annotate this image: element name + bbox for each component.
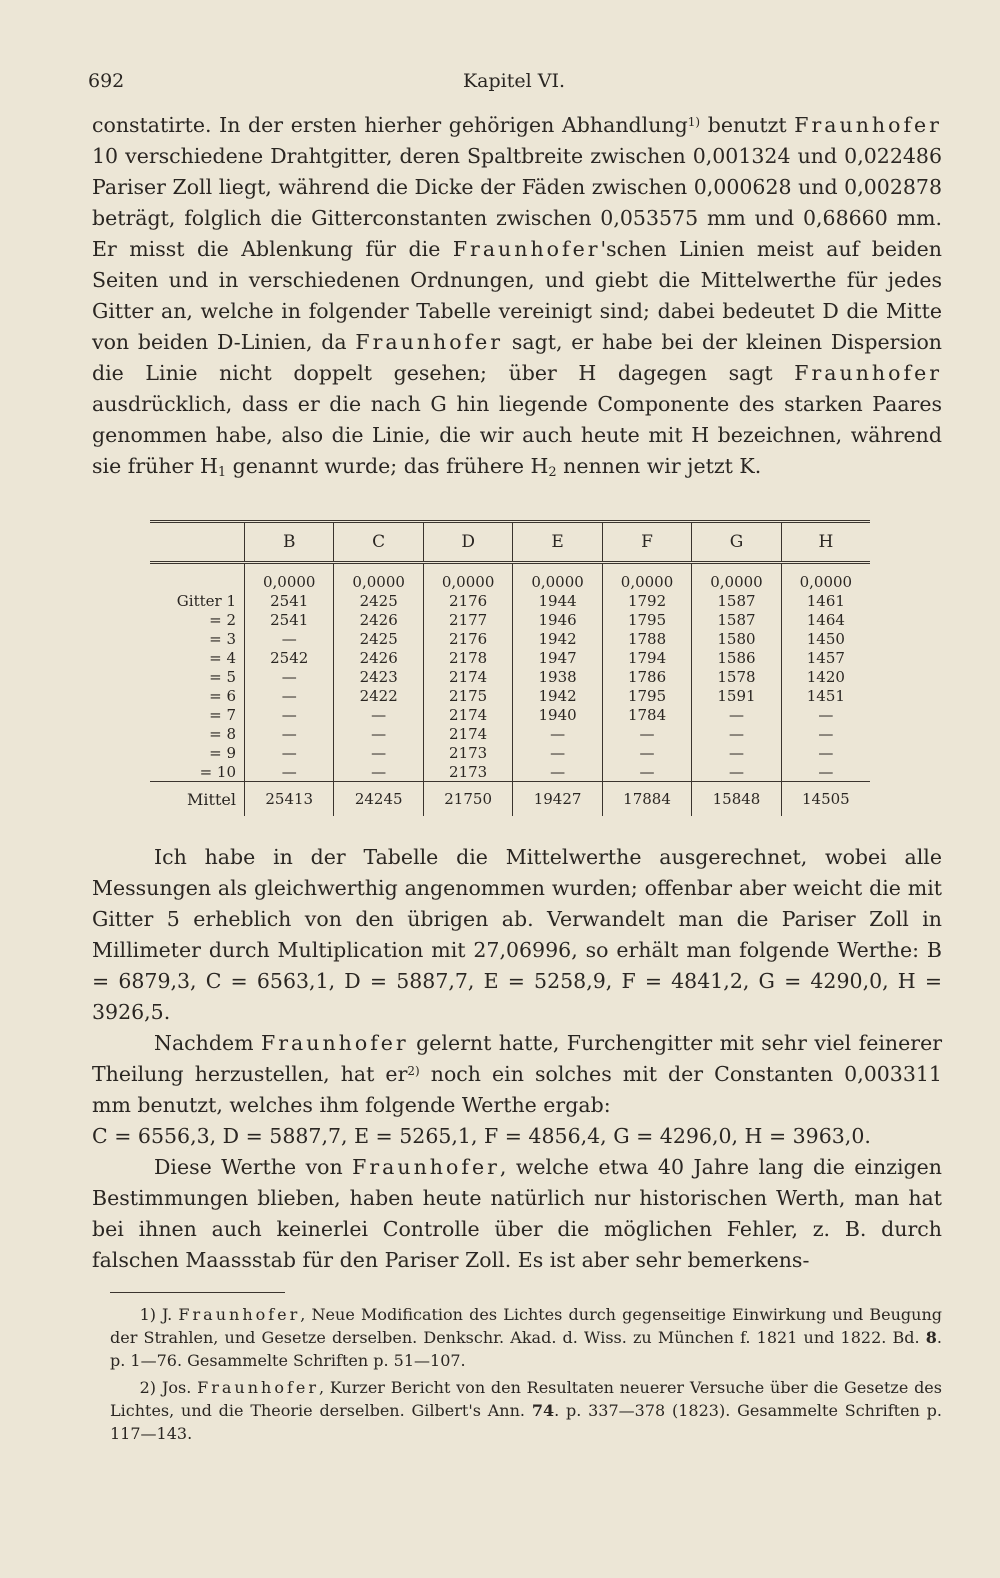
mean-cell: 21750	[423, 782, 512, 817]
text-run: J.	[162, 1305, 179, 1324]
row-label: Gitter 1	[176, 591, 236, 610]
page-header	[88, 70, 940, 100]
row-label: = 5	[209, 667, 236, 686]
column-header: B	[245, 522, 334, 563]
row-label: = 6	[209, 686, 236, 705]
table-cell: 1795	[602, 686, 691, 705]
table-cell: 0,0000	[513, 563, 602, 592]
table-cell: —	[334, 705, 423, 724]
table-cell: —	[334, 743, 423, 762]
table-cell: 2425	[334, 629, 423, 648]
paragraph	[92, 1028, 942, 1121]
row-label: = 2	[209, 610, 236, 629]
intro-paragraph	[92, 110, 942, 482]
table-cell: 1464	[781, 610, 870, 629]
table-row	[150, 648, 870, 667]
table-cell: 0,0000	[781, 563, 870, 592]
table-cell: 0,0000	[602, 563, 691, 592]
text-run: , welche etwa 40 Jahre lang die einzigen Bestimmungen blieben, haben heute natürlich nur historischen Werth, man hat bei ihnen auch keinerlei Controlle über die möglichen Fehler, z. B. durch falschen Maassstab für den Pariser Zoll. Es ist aber sehr bemerkens-	[92, 1155, 942, 1272]
row-header-cell	[150, 522, 245, 563]
table-row	[150, 667, 870, 686]
table-cell: —	[692, 724, 781, 743]
table-cell: 2178	[423, 648, 512, 667]
table-cell: —	[602, 724, 691, 743]
values-line: C = 6556,3, D = 5887,7, E = 5265,1, F = 4856,4, G = 4296,0, H = 3963,0.	[92, 1124, 871, 1148]
table-cell: —	[245, 667, 334, 686]
row-label: = 10	[199, 762, 236, 781]
table-cell: 1942	[513, 629, 602, 648]
table-cell: 2426	[334, 610, 423, 629]
table-cell: 1944	[513, 591, 602, 610]
data-table	[150, 520, 870, 816]
table-cell: —	[781, 743, 870, 762]
table-cell: 0,0000	[334, 563, 423, 592]
footnote-mark: 1)	[139, 1305, 156, 1324]
table-cell: 1451	[781, 686, 870, 705]
table-cell: —	[602, 743, 691, 762]
table-cell: 1942	[513, 686, 602, 705]
table-cell: 1795	[602, 610, 691, 629]
table-cell: 1461	[781, 591, 870, 610]
mean-label: Mittel	[150, 782, 245, 817]
footnote-2	[110, 1376, 942, 1445]
table-cell: —	[245, 762, 334, 782]
table-row	[150, 563, 870, 592]
author-name: Fraunhofer	[452, 237, 601, 261]
table-cell: 2174	[423, 724, 512, 743]
mean-cell: 25413	[245, 782, 334, 817]
text-run: Diese Werthe von	[154, 1155, 353, 1179]
table-cell: 2174	[423, 705, 512, 724]
table-cell: 1784	[602, 705, 691, 724]
table-cell: 2425	[334, 591, 423, 610]
table-cell: —	[513, 743, 602, 762]
table-cell: 1794	[602, 648, 691, 667]
author-name: Fraunhofer	[197, 1378, 319, 1397]
table-cell: —	[602, 762, 691, 782]
text-run: 'schen Linien meist auf beiden Seiten und in verschiedenen Ordnungen, und giebt die Mittelwerthe für jedes Gitter an, welche in folgender Tabelle vereinigt sind; dabei bedeutet D die Mitte von beiden D-Linien, da	[92, 237, 942, 354]
author-name: Fraunhofer	[794, 361, 942, 385]
text-run: , Neue Modification des Lichtes durch gegenseitige Einwirkung und Beugung der Strahlen, und Gesetze derselben. Denkschr. Akad. d. Wiss. zu München f. 1821 und 1822. Bd.	[110, 1305, 942, 1347]
footnote-1	[110, 1303, 942, 1372]
table-cell: —	[245, 743, 334, 762]
table-cell: 1578	[692, 667, 781, 686]
intro-paragraph-block	[92, 110, 942, 482]
table-cell: —	[692, 743, 781, 762]
author-name: Fraunhofer	[178, 1305, 301, 1324]
footnote-ref-2: 2)	[407, 1064, 420, 1078]
table-cell: 1946	[513, 610, 602, 629]
text-run: ausdrücklich, dass er die nach G hin liegende Componente des starken Paares genommen habe, also die Linie, die wir auch heute mit H bezeichnen, während sie früher H	[92, 392, 942, 478]
table-body	[150, 563, 870, 782]
table-cell: —	[781, 705, 870, 724]
page-number: 692	[88, 70, 125, 92]
mean-row	[150, 782, 870, 817]
column-header: G	[692, 522, 781, 563]
table-row	[150, 705, 870, 724]
column-header: F	[602, 522, 691, 563]
table-cell: 1947	[513, 648, 602, 667]
text-run: . p. 1—76. Gesammelte Schriften p. 51—107.	[110, 1328, 942, 1370]
text-run: , Kurzer Bericht von den Resultaten neuerer Versuche über die Gesetze des Lichtes, und die Theorie derselben. Gilbert's Ann.	[110, 1378, 942, 1420]
table-cell: 1938	[513, 667, 602, 686]
row-label: = 8	[209, 724, 236, 743]
row-label: = 4	[209, 648, 236, 667]
text-run: 10 verschiedene Drahtgitter, deren Spaltbreite zwischen 0,001324 und 0,022486 Pariser Zoll liegt, während die Dicke der Fäden zwischen 0,000628 und 0,002878 beträgt, folglich die Gitterconstanten zwischen 0,053575 mm und 0,68660 mm. Er misst die Ablenkung für die	[92, 144, 942, 261]
text-run: genannt wurde; das frühere H	[226, 454, 549, 478]
volume-number: 74	[531, 1401, 555, 1420]
table-header-row	[150, 522, 870, 563]
table-cell: 0,0000	[692, 563, 781, 592]
table-cell: 1457	[781, 648, 870, 667]
table-cell: 0,0000	[245, 563, 334, 592]
subscript: 2	[548, 465, 557, 480]
table-cell: —	[781, 762, 870, 782]
table-cell: 1591	[692, 686, 781, 705]
grating-table	[150, 520, 870, 816]
table-cell: 2174	[423, 667, 512, 686]
table-cell: 1940	[513, 705, 602, 724]
table-cell: 1450	[781, 629, 870, 648]
table-row	[150, 591, 870, 610]
paragraph: Ich habe in der Tabelle die Mittelwerthe ausgerechnet, wobei alle Messungen als gleichwerthig angenommen wurden; offenbar aber weicht die mit Gitter 5 erheblich von den übrigen ab. Verwandelt man die Pariser Zoll in Millimeter durch Multiplication mit 27,06996, so erhält man folgende Werthe: B = 6879,3, C = 6563,1, D = 5887,7, E = 5258,9, F = 4841,2, G = 4290,0, H = 3926,5.	[92, 845, 942, 1024]
table-cell: 2422	[334, 686, 423, 705]
table-cell: —	[513, 724, 602, 743]
text-run: benutzt	[700, 113, 795, 137]
column-header: H	[781, 522, 870, 563]
table-cell: 2542	[245, 648, 334, 667]
table-cell: 2541	[245, 591, 334, 610]
text-run: Jos.	[162, 1378, 198, 1397]
text-run: sagt, er habe bei der kleinen Dispersion die Linie nicht doppelt gesehen; über H dagegen sagt	[92, 330, 943, 385]
table-cell: —	[245, 629, 334, 648]
body-text-block	[92, 842, 942, 1276]
table-cell: 2177	[423, 610, 512, 629]
author-name: Fraunhofer	[355, 330, 504, 354]
volume-number: 8	[925, 1328, 937, 1347]
table-row	[150, 762, 870, 782]
table-cell: 2423	[334, 667, 423, 686]
table-row	[150, 610, 870, 629]
mean-cell: 17884	[602, 782, 691, 817]
author-name: Fraunhofer	[794, 113, 942, 137]
table-cell: 2541	[245, 610, 334, 629]
table-cell: —	[245, 686, 334, 705]
table-row	[150, 686, 870, 705]
footnote-ref-1: 1)	[687, 115, 701, 129]
footnote-mark: 2)	[139, 1378, 156, 1397]
footnotes	[110, 1303, 942, 1449]
text-run: constatirte. In der ersten hierher gehörigen Abhandlung	[92, 113, 688, 137]
table-cell: 1587	[692, 610, 781, 629]
footnote-divider	[110, 1292, 285, 1293]
paragraph	[92, 1152, 942, 1276]
table-cell: 1792	[602, 591, 691, 610]
table-cell: —	[513, 762, 602, 782]
table-row	[150, 724, 870, 743]
row-label: = 7	[209, 705, 236, 724]
table-cell: —	[692, 705, 781, 724]
mean-cell: 15848	[692, 782, 781, 817]
running-head: Kapitel VI.	[462, 70, 566, 92]
table-cell: 2426	[334, 648, 423, 667]
column-header: E	[513, 522, 602, 563]
row-label	[150, 563, 245, 592]
table-row	[150, 629, 870, 648]
mean-cell: 24245	[334, 782, 423, 817]
row-label: = 9	[209, 743, 236, 762]
author-name: Fraunhofer	[352, 1155, 500, 1179]
table-cell: —	[245, 705, 334, 724]
table-cell: 1420	[781, 667, 870, 686]
table-cell: 1587	[692, 591, 781, 610]
text-run: . p. 337—378 (1823). Gesammelte Schriften p. 117—143.	[110, 1401, 943, 1443]
table-cell: 1788	[602, 629, 691, 648]
table-cell: —	[781, 724, 870, 743]
text-run: Nachdem	[154, 1031, 261, 1055]
table-cell: 2173	[423, 743, 512, 762]
table-cell: —	[334, 762, 423, 782]
table-cell: 2176	[423, 591, 512, 610]
table-cell: 1786	[602, 667, 691, 686]
table-cell: 2173	[423, 762, 512, 782]
table-cell: —	[334, 724, 423, 743]
table-cell: —	[692, 762, 781, 782]
table-cell: 1580	[692, 629, 781, 648]
text-run: noch ein solches mit der Constanten 0,003311 mm benutzt, welches ihm folgende Werthe ergab:	[92, 1062, 942, 1117]
mean-cell: 14505	[781, 782, 870, 817]
author-name: Fraunhofer	[261, 1031, 409, 1055]
text-run: nennen wir jetzt K.	[556, 454, 762, 478]
table-row	[150, 743, 870, 762]
mean-cell: 19427	[513, 782, 602, 817]
column-header: C	[334, 522, 423, 563]
subscript: 1	[217, 465, 227, 480]
table-cell: 1586	[692, 648, 781, 667]
text-run: gelernt hatte, Furchengitter mit sehr viel feinerer Theilung herzustellen, hat er	[92, 1031, 943, 1086]
table-cell: 2175	[423, 686, 512, 705]
table-cell: 2176	[423, 629, 512, 648]
table-cell: 0,0000	[423, 563, 512, 592]
row-label: = 3	[209, 629, 236, 648]
column-header: D	[423, 522, 512, 563]
table-cell: —	[245, 724, 334, 743]
